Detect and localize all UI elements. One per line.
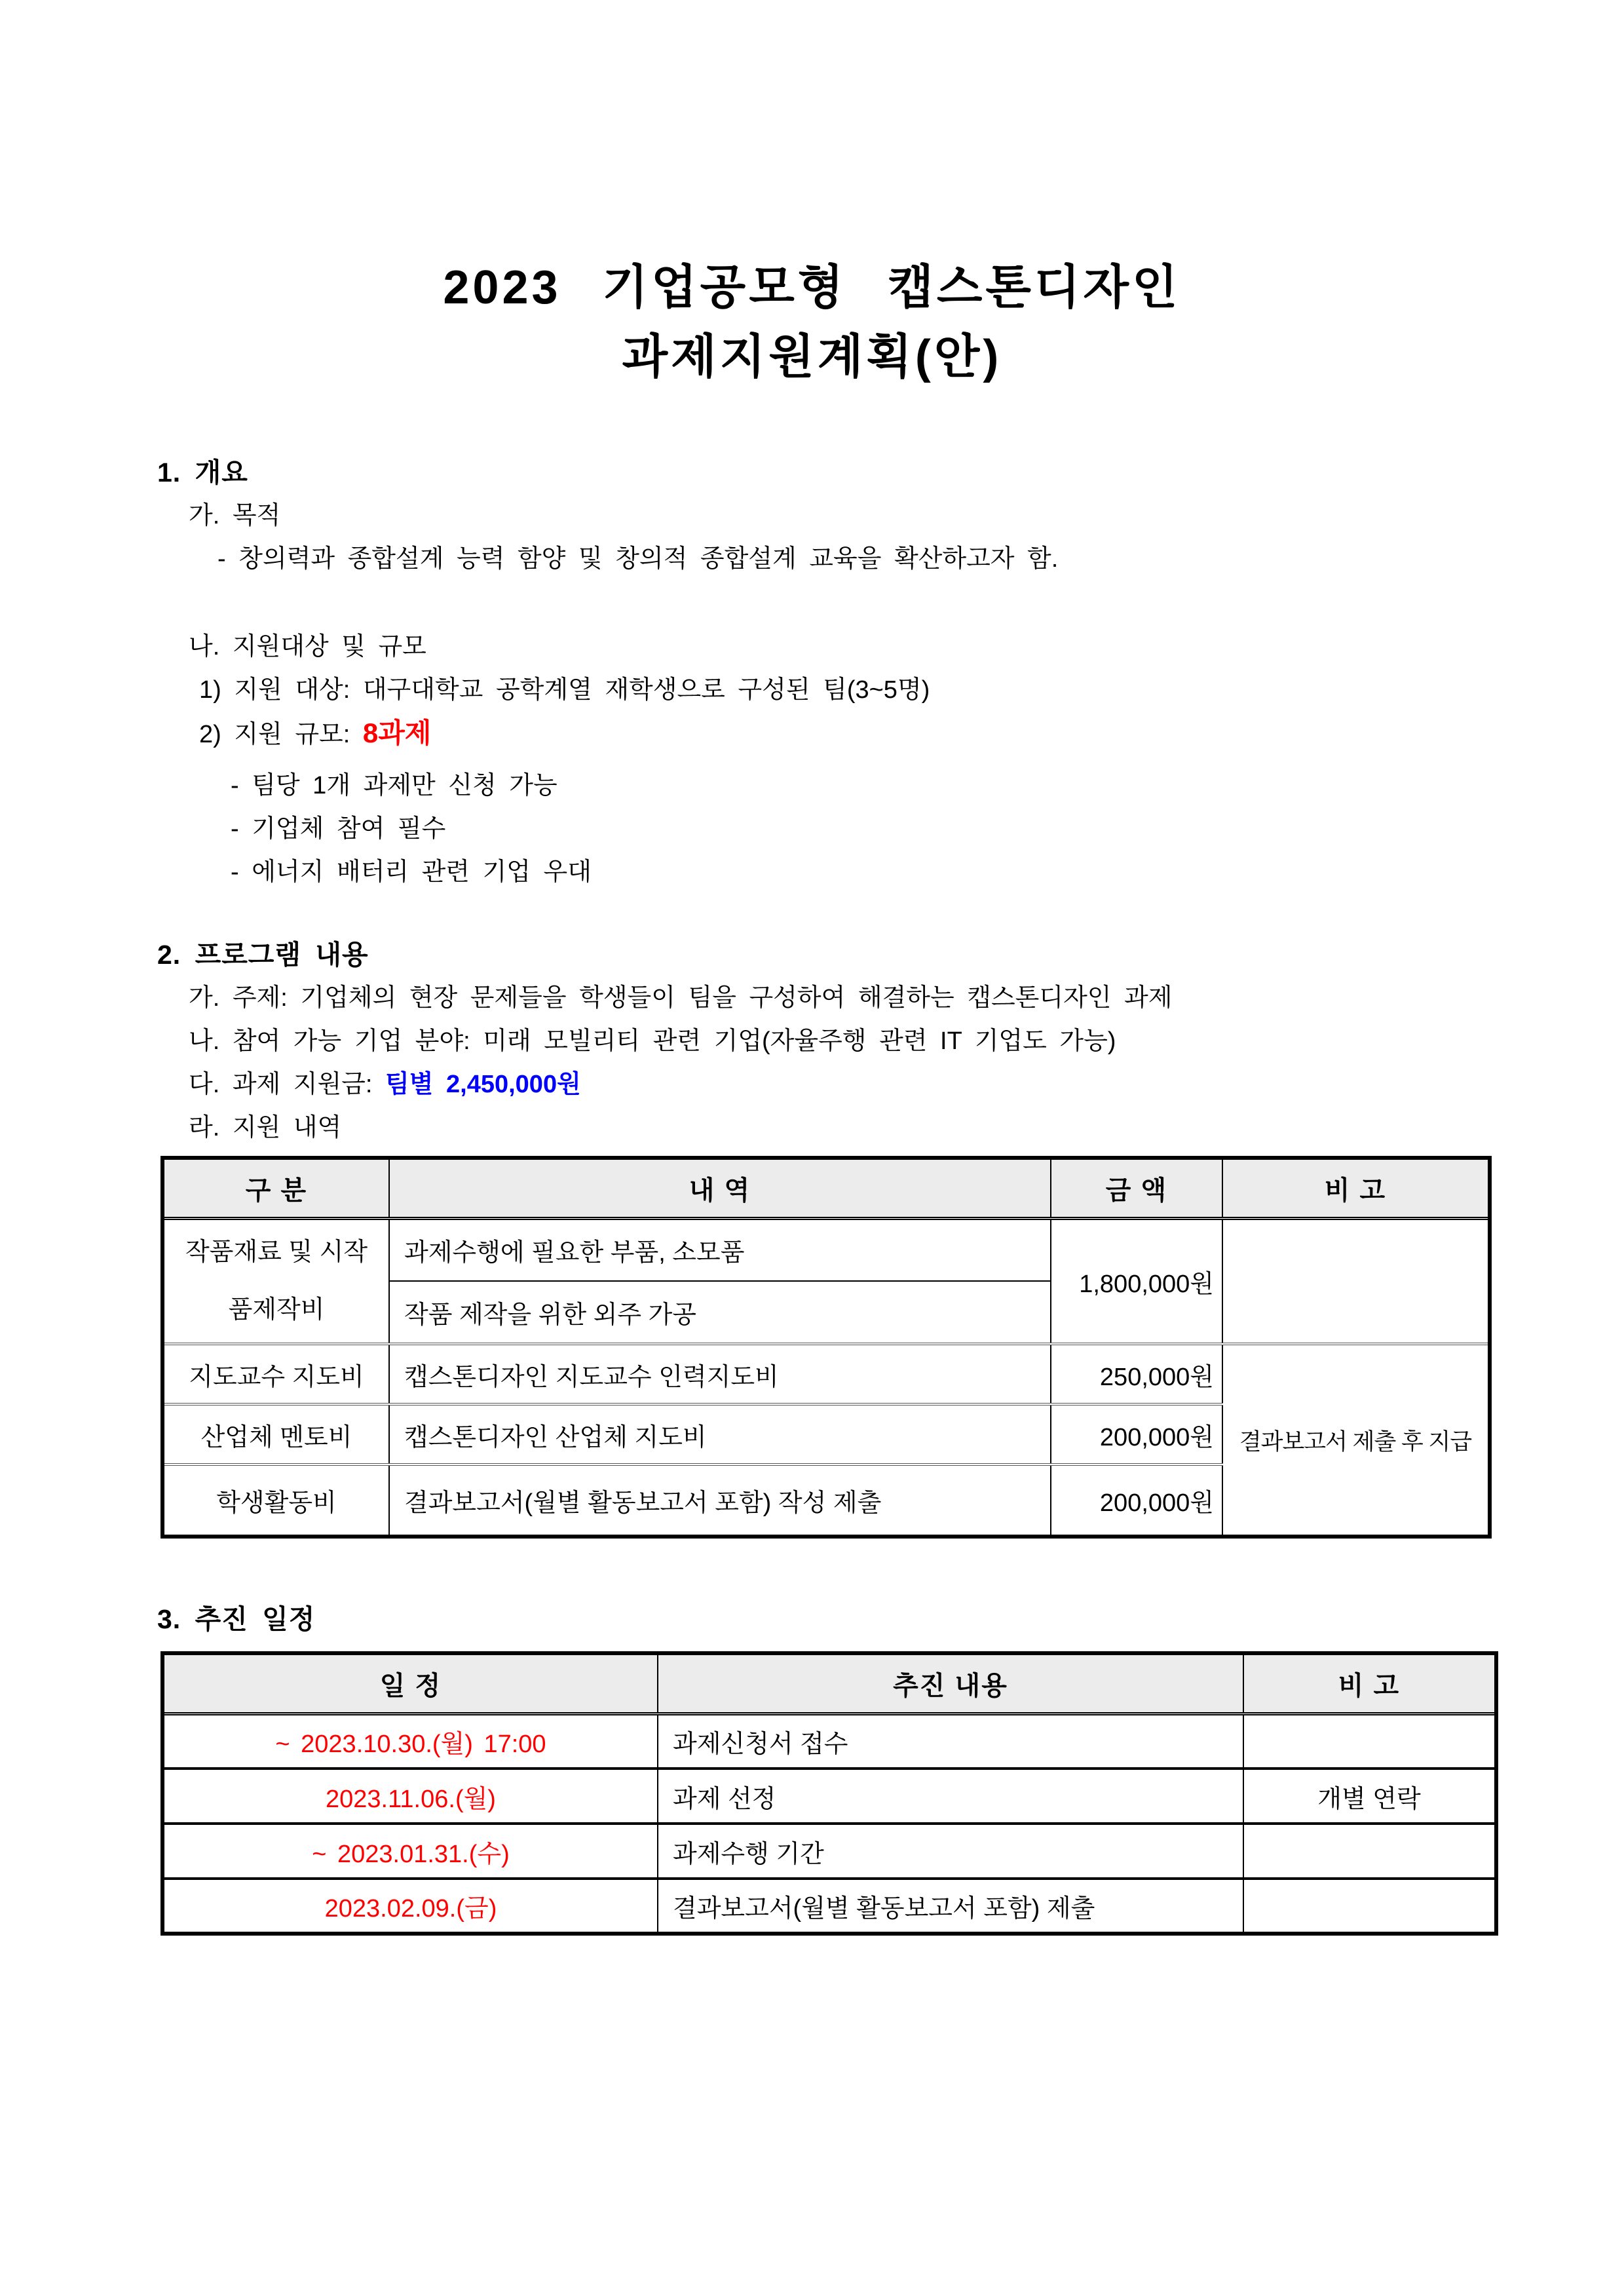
- support-cell-amount-mentor: 200,000원: [1051, 1404, 1222, 1464]
- schedule-cell-note-execution: [1243, 1824, 1496, 1879]
- section-program: [157, 933, 1500, 1149]
- support-row-materials-1: [162, 1218, 1490, 1281]
- support-cell-merged-note: 결과보고서 제출 후 지급: [1222, 1344, 1490, 1537]
- schedule-cell-content-execution: 과제수행 기간: [658, 1824, 1243, 1879]
- schedule-cell-note-application: [1243, 1713, 1496, 1769]
- title-line-1: 2023 기업공모형 캡스톤디자인: [443, 261, 1181, 314]
- support-cell-amount-professor: 250,000원: [1051, 1344, 1222, 1404]
- program-grant: [157, 1063, 1500, 1106]
- overview-purpose-text: - 창의력과 종합설계 능력 함양 및 창의적 종합설계 교육을 확산하고자 함.: [217, 545, 1059, 573]
- overview-target-item: 1) 지원 대상: 대구대학교 공학계열 재학생으로 구성된 팀(3~5명): [199, 676, 930, 704]
- support-table: [161, 1156, 1492, 1539]
- schedule-header-note: 비 고: [1243, 1653, 1496, 1713]
- section-schedule: [157, 1598, 1500, 1641]
- schedule-cell-content-selection: 과제 선정: [658, 1769, 1243, 1824]
- support-cell-category-student: 학생활동비: [162, 1464, 389, 1537]
- support-cell-note-materials: [1222, 1218, 1490, 1344]
- overview-scale-prefix: 2) 지원 규모:: [199, 721, 350, 748]
- schedule-header-date: 일 정: [162, 1653, 658, 1713]
- section-overview: [157, 451, 1500, 894]
- support-header-category: 구 분: [162, 1158, 389, 1218]
- schedule-table: [161, 1651, 1498, 1936]
- support-cell-amount-student: 200,000원: [1051, 1464, 1222, 1537]
- overview-note-3: - 에너지 배터리 관련 기업 우대: [231, 858, 592, 886]
- overview-heading: 1. 개요: [157, 457, 248, 488]
- program-grant-highlight: 팀별 2,450,000원: [385, 1071, 581, 1098]
- schedule-cell-date-execution: ~ 2023.01.31.(수): [162, 1824, 658, 1879]
- support-cell-category-materials: 작품재료 및 시작품제작비: [162, 1218, 389, 1344]
- schedule-table-header-row: [162, 1653, 1496, 1713]
- support-cell-detail-professor: 캡스톤디자인 지도교수 인력지도비: [389, 1344, 1051, 1404]
- schedule-row-application: [162, 1713, 1496, 1769]
- schedule-header-content: 추진 내용: [658, 1653, 1243, 1713]
- schedule-cell-note-report: [1243, 1879, 1496, 1934]
- overview-purpose-label: 가. 목적: [189, 502, 281, 529]
- schedule-heading: 3. 추진 일정: [157, 1604, 316, 1634]
- support-header-detail: 내 역: [389, 1158, 1051, 1218]
- schedule-cell-content-report: 결과보고서(월별 활동보고서 포함) 제출: [658, 1879, 1243, 1934]
- overview-scale-item: [157, 712, 1500, 756]
- schedule-cell-date-application: ~ 2023.10.30.(월) 17:00: [162, 1713, 658, 1769]
- schedule-row-report: [162, 1879, 1496, 1934]
- schedule-cell-date-report: 2023.02.09.(금): [162, 1879, 658, 1934]
- support-header-amount: 금 액: [1051, 1158, 1222, 1218]
- program-grant-prefix: 다. 과제 지원금:: [189, 1071, 373, 1098]
- program-field: 나. 참여 가능 기업 분야: 미래 모빌리티 관련 기업(자율주행 관련 IT 기업도 가능): [189, 1027, 1116, 1055]
- support-cell-category-professor: 지도교수 지도비: [162, 1344, 389, 1404]
- overview-note-2: - 기업체 참여 필수: [231, 815, 446, 843]
- program-heading: 2. 프로그램 내용: [157, 940, 369, 970]
- support-table-header-row: [162, 1158, 1490, 1218]
- support-row-professor: [162, 1344, 1490, 1404]
- schedule-cell-note-selection: 개별 연락: [1243, 1769, 1496, 1824]
- support-cell-amount-materials: 1,800,000원: [1051, 1218, 1222, 1344]
- title-line-2: 과제지원계획(안): [622, 331, 1002, 383]
- support-cell-detail-parts: 과제수행에 필요한 부품, 소모품: [389, 1218, 1051, 1281]
- support-cell-detail-student: 결과보고서(월별 활동보고서 포함) 작성 제출: [389, 1464, 1051, 1537]
- overview-note-1: - 팀당 1개 과제만 신청 가능: [231, 772, 557, 799]
- support-cell-category-mentor: 산업체 멘토비: [162, 1404, 389, 1464]
- program-topic: 가. 주제: 기업체의 현장 문제들을 학생들이 팀을 구성하여 해결하는 캡스톤디자인 과제: [189, 984, 1173, 1012]
- schedule-row-selection: [162, 1769, 1496, 1824]
- support-cell-detail-mentor: 캡스톤디자인 산업체 지도비: [389, 1404, 1051, 1464]
- program-detail-label: 라. 지원 내역: [189, 1114, 342, 1141]
- support-header-note: 비 고: [1222, 1158, 1490, 1218]
- schedule-cell-content-application: 과제신청서 접수: [658, 1713, 1243, 1769]
- overview-target-heading: 나. 지원대상 및 규모: [189, 633, 426, 660]
- support-cell-detail-outsourcing: 작품 제작을 위한 외주 가공: [389, 1281, 1051, 1344]
- document-title: [0, 253, 1624, 392]
- schedule-cell-date-selection: 2023.11.06.(월): [162, 1769, 658, 1824]
- schedule-row-execution: [162, 1824, 1496, 1879]
- overview-scale-highlight: 8과제: [362, 718, 432, 748]
